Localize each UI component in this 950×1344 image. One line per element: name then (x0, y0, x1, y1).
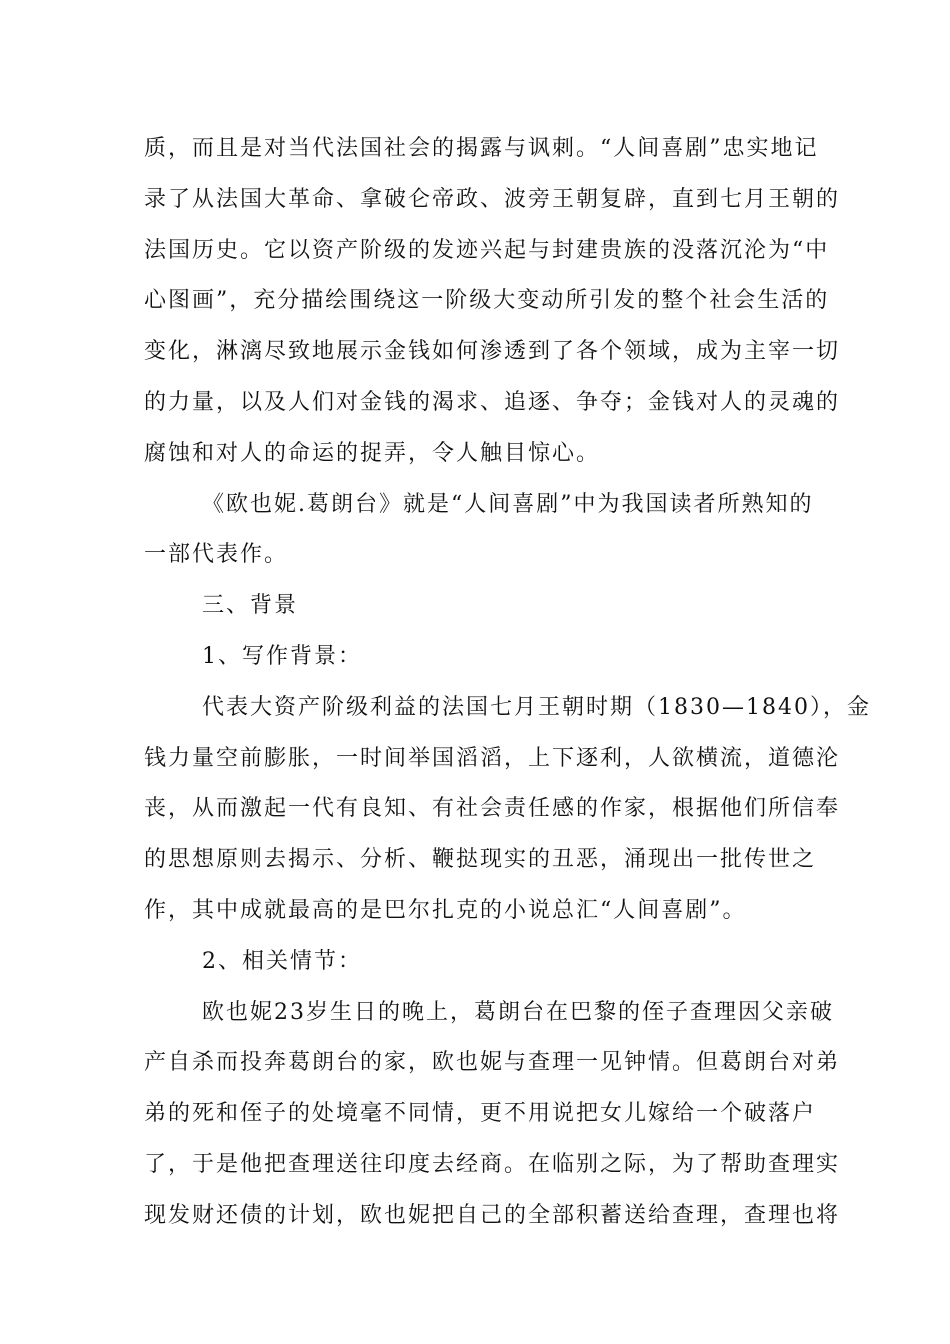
subsection-heading: 2、相关情节： (202, 948, 362, 974)
text-line: 了，于是他把查理送往印度去经商。在临别之际，为了帮助查理实 (144, 1151, 841, 1177)
text-line: 质，而且是对当代法国社会的揭露与讽刺。“人间喜剧”忠实地记 (144, 136, 819, 161)
text-line: 心图画”，充分描绘围绕这一阶级大变动所引发的整个社会生活的 (144, 288, 830, 314)
document-body (144, 124, 871, 1242)
text-line: 现发财还债的计划，欧也妮把自己的全部积蓄送给查理，查理也将 (144, 1202, 841, 1228)
text-line: 腐蚀和对人的命运的捉弄，令人触目惊心。 (144, 440, 601, 466)
paragraph-first-line: 代表大资产阶级利益的法国七月王朝时期（1830—1840），金 (202, 694, 871, 720)
subsection-heading: 1、写作背景： (202, 643, 362, 669)
section-heading: 三、背景 (202, 593, 299, 619)
text-line: 的力量，以及人们对金钱的渴求、追逐、争夺；金钱对人的灵魂的 (144, 389, 841, 415)
text-line: 产自杀而投奔葛朗台的家，欧也妮与查理一见钟情。但葛朗台对弟 (144, 1050, 841, 1076)
text-line: 作，其中成就最高的是巴尔扎克的小说总汇“人间喜剧”。 (144, 897, 747, 923)
text-line: 一部代表作。 (144, 542, 289, 568)
paragraph-first-line: 《欧也妮.葛朗台》就是“人间喜剧”中为我国读者所熟知的 (202, 491, 814, 517)
text-line: 录了从法国大革命、拿破仑帝政、波旁王朝复辟，直到七月王朝的 (144, 186, 841, 212)
paragraph-first-line: 欧也妮23岁生日的晚上，葛朗台在巴黎的侄子查理因父亲破 (202, 999, 834, 1025)
text-line: 变化，淋漓尽致地展示金钱如何渗透到了各个领域，成为主宰一切 (144, 339, 841, 365)
text-line: 的思想原则去揭示、分析、鞭挞现实的丑恶，涌现出一批传世之 (144, 847, 817, 873)
text-line: 弟的死和侄子的处境毫不同情，更不用说把女儿嫁给一个破落户 (144, 1101, 817, 1127)
text-line: 法国历史。它以资产阶级的发迹兴起与封建贵族的没落沉沦为“中 (144, 237, 830, 263)
text-line: 丧，从而激起一代有良知、有社会责任感的作家，根据他们所信奉 (144, 796, 841, 822)
text-line: 钱力量空前膨胀，一时间举国滔滔，上下逐利，人欲横流，道德沦 (144, 745, 841, 771)
